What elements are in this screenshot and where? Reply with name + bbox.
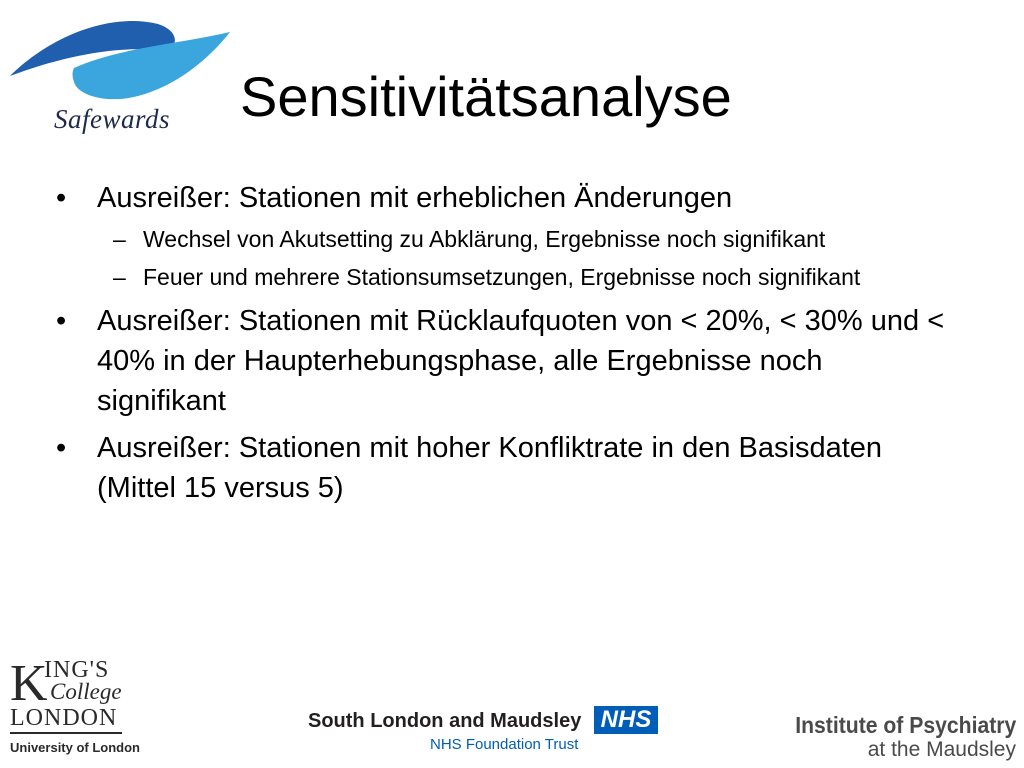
safewards-wordmark: Safewards [54,104,171,134]
bullet-text: Ausreißer: Stationen mit erheblichen Änderungen [97,182,733,214]
sub-bullet-marker: – [113,264,126,290]
sub-bullet-text: Feuer und mehrere Stationsumsetzungen, Ergebnisse noch signifikant [143,264,861,290]
slam-nhs-logo [308,704,658,756]
iop-sub-text: at the Maudsley [867,738,1016,761]
iop-name-text: Institute of Psychiatry [794,712,1016,738]
bullet-text: Ausreißer: Stationen mit hoher Konfliktrate in den Basisdaten (Mittel 15 versus 5) [97,432,883,504]
slide-title: Sensitivitätsanalyse [240,65,732,128]
kings-k-letter: K [10,655,48,712]
kings-college-text: College [50,679,122,704]
kings-ings-text: ING'S [44,657,110,683]
sub-bullet-item [56,260,956,294]
sub-bullet-text: Wechsel von Akutsetting zu Abklärung, Ergebnisse noch signifikant [143,226,826,252]
slam-name-text: South London and Maudsley [308,710,582,732]
slide-content [56,178,956,508]
nhs-badge: NHS [594,706,658,734]
bullet-item [56,428,956,508]
kings-university-text: University of London [10,740,140,755]
bullet-item [56,301,956,421]
bullet-item [56,178,956,218]
slam-trust-text: NHS Foundation Trust [430,736,579,753]
bullet-marker: • [56,432,67,464]
kings-college-logo [10,654,140,764]
iop-logo [774,712,1016,764]
kings-divider [10,732,122,734]
bullet-marker: • [56,182,67,214]
sub-bullet-marker: – [113,226,126,252]
kings-london-text: LONDON [10,705,118,731]
bullet-text: Ausreißer: Stationen mit Rücklaufquoten von < 20%, < 30% und < 40% in der Haupterhebungsphase, alle Ergebnisse noch signifikant [97,305,945,417]
bullet-marker: • [56,305,67,337]
sub-bullet-item [56,222,956,256]
